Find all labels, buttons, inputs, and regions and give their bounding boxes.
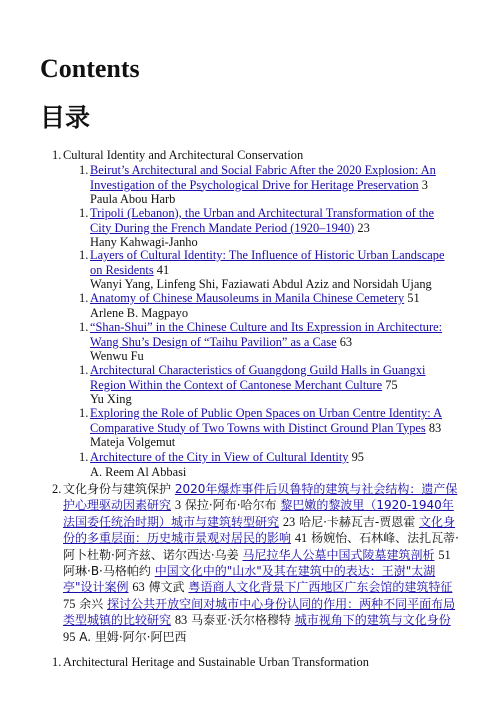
author: A. Reem Al Abbasi	[90, 464, 187, 479]
entry-number: 1.	[79, 163, 89, 177]
page-number: 95	[63, 629, 76, 644]
page-number: 83	[174, 613, 188, 628]
section-number: 1.	[52, 148, 62, 162]
chapter-link[interactable]: 黎巴嫩的黎波里（1920-1940年法国委任统治时期）城市与建筑转型研究	[63, 498, 454, 529]
page-number: 3	[174, 498, 182, 513]
chapter-link[interactable]: 2020年爆炸事件后贝鲁特的建筑与社会结构：遗产保护心理驱动因素研究	[63, 482, 458, 513]
entry-number: 1.	[79, 406, 89, 420]
chapter-link[interactable]: 探讨公共开放空间对城市中心身份认同的作用：两种不同平面布局类型城镇的比较研究	[63, 596, 456, 628]
author: Mateja Volgemut	[90, 435, 176, 450]
chapter-link[interactable]: 马尼拉华人公墓中国式陵墓建筑剖析	[242, 547, 435, 562]
chapter-link[interactable]: Tripoli (Lebanon), the Urban and Architectural Transformation of the City During the French Mandate Period (1920–1940)	[90, 206, 434, 235]
author: 哈尼·卡赫瓦吉-贾恩霍	[299, 514, 416, 529]
entry-number: 1.	[79, 248, 89, 262]
page-number: 75	[63, 596, 76, 611]
page-number: 95	[351, 450, 364, 464]
section-title: 文化身份与建筑保护	[63, 482, 172, 496]
page-title-zh: 目录	[40, 103, 91, 132]
entry-number: 1.	[79, 206, 89, 220]
section-number: 1.	[52, 655, 62, 669]
page-number: 41	[294, 531, 308, 546]
page-number: 63	[132, 580, 145, 595]
chapter-link[interactable]: 粤语商人文化背景下广西地区广东会馆的建筑特征	[188, 580, 453, 595]
page-number: 63	[339, 334, 353, 349]
entry-number: 1.	[79, 291, 89, 305]
chapter-link[interactable]: Architectural Characteristics of Guangdong Guild Halls in Guangxi Region Within the Context of Cantonese Merchant Culture	[90, 363, 426, 392]
page-number: 23	[357, 220, 370, 235]
chapter-link[interactable]: Layers of Cultural Identity: The Influence of Historic Urban Landscape on Residents	[90, 248, 445, 277]
author: Arlene B. Magpayo	[90, 305, 189, 320]
author: Wanyi Yang, Linfeng Shi, Faziawati Abdul Aziz and Norsidah Ujang	[90, 277, 432, 292]
page-number: 51	[438, 547, 451, 562]
author: 阿琳·B·马格帕约	[63, 564, 151, 579]
section-title: Architectural Heritage and Sustainable Urban Transformation	[63, 655, 369, 669]
section-number: 2.	[52, 482, 62, 496]
author: Wenwu Fu	[90, 349, 144, 364]
chapter-link[interactable]: “Shan-Shui” in the Chinese Culture and Its Expression in Architecture: Wang Shu’s Design of “Taihu Pavilion” as a Case	[90, 320, 443, 349]
chapter-link[interactable]: Architecture of the City in View of Cultural Identity	[90, 450, 349, 464]
page-number: 75	[385, 377, 398, 392]
entry-number: 1.	[79, 363, 89, 377]
entry-number: 1.	[79, 320, 89, 334]
author: 杨婉怡、石林峰、法扎瓦蒂·阿卜杜勒·阿齐兹、诺尔西达·乌姜	[63, 531, 459, 562]
page-number: 3	[421, 177, 428, 192]
page-number: 23	[282, 514, 296, 529]
chapter-link[interactable]: 中国文化中的"山水"及其在建筑中的表达：王澍"太湖亭"设计案例	[63, 564, 436, 595]
chinese-section-body	[63, 481, 461, 645]
author: Paula Abou Harb	[90, 192, 176, 207]
chapter-link[interactable]: Beirut’s Architectural and Social Fabric After the 2020 Explosion: An Investigation of the Psychological Drive for Heritage Preservation	[90, 163, 436, 192]
page-number: 83	[428, 420, 442, 435]
page-title-en: Contents	[40, 54, 140, 83]
author: Hany Kahwagi-Janho	[90, 235, 198, 250]
page-number: 51	[407, 291, 420, 305]
page-number: 41	[156, 262, 170, 277]
section-title: Cultural Identity and Architectural Conservation	[63, 148, 304, 162]
chapter-link[interactable]: Anatomy of Chinese Mausoleums in Manila Chinese Cemetery	[90, 291, 405, 305]
chapter-link[interactable]: 城市视角下的建筑与文化身份	[294, 613, 451, 628]
author: 马泰亚·沃尔格穆特	[191, 613, 291, 628]
chapter-link[interactable]: 文化身份的多重层面：历史城市景观对居民的影响	[63, 514, 456, 546]
entry-number: 1.	[79, 450, 89, 464]
author: 保拉·阿布·哈尔布	[184, 498, 277, 513]
chapter-link[interactable]: Exploring the Role of Public Open Spaces on Urban Centre Identity: A Comparative Study of Two Towns with Distinct Ground Plan Types	[90, 406, 443, 435]
author: 傅文武	[148, 580, 185, 595]
author: Yu Xing	[90, 392, 132, 407]
author: 余兴	[79, 596, 104, 611]
author: A. 里姆·阿尔·阿巴西	[79, 629, 187, 644]
